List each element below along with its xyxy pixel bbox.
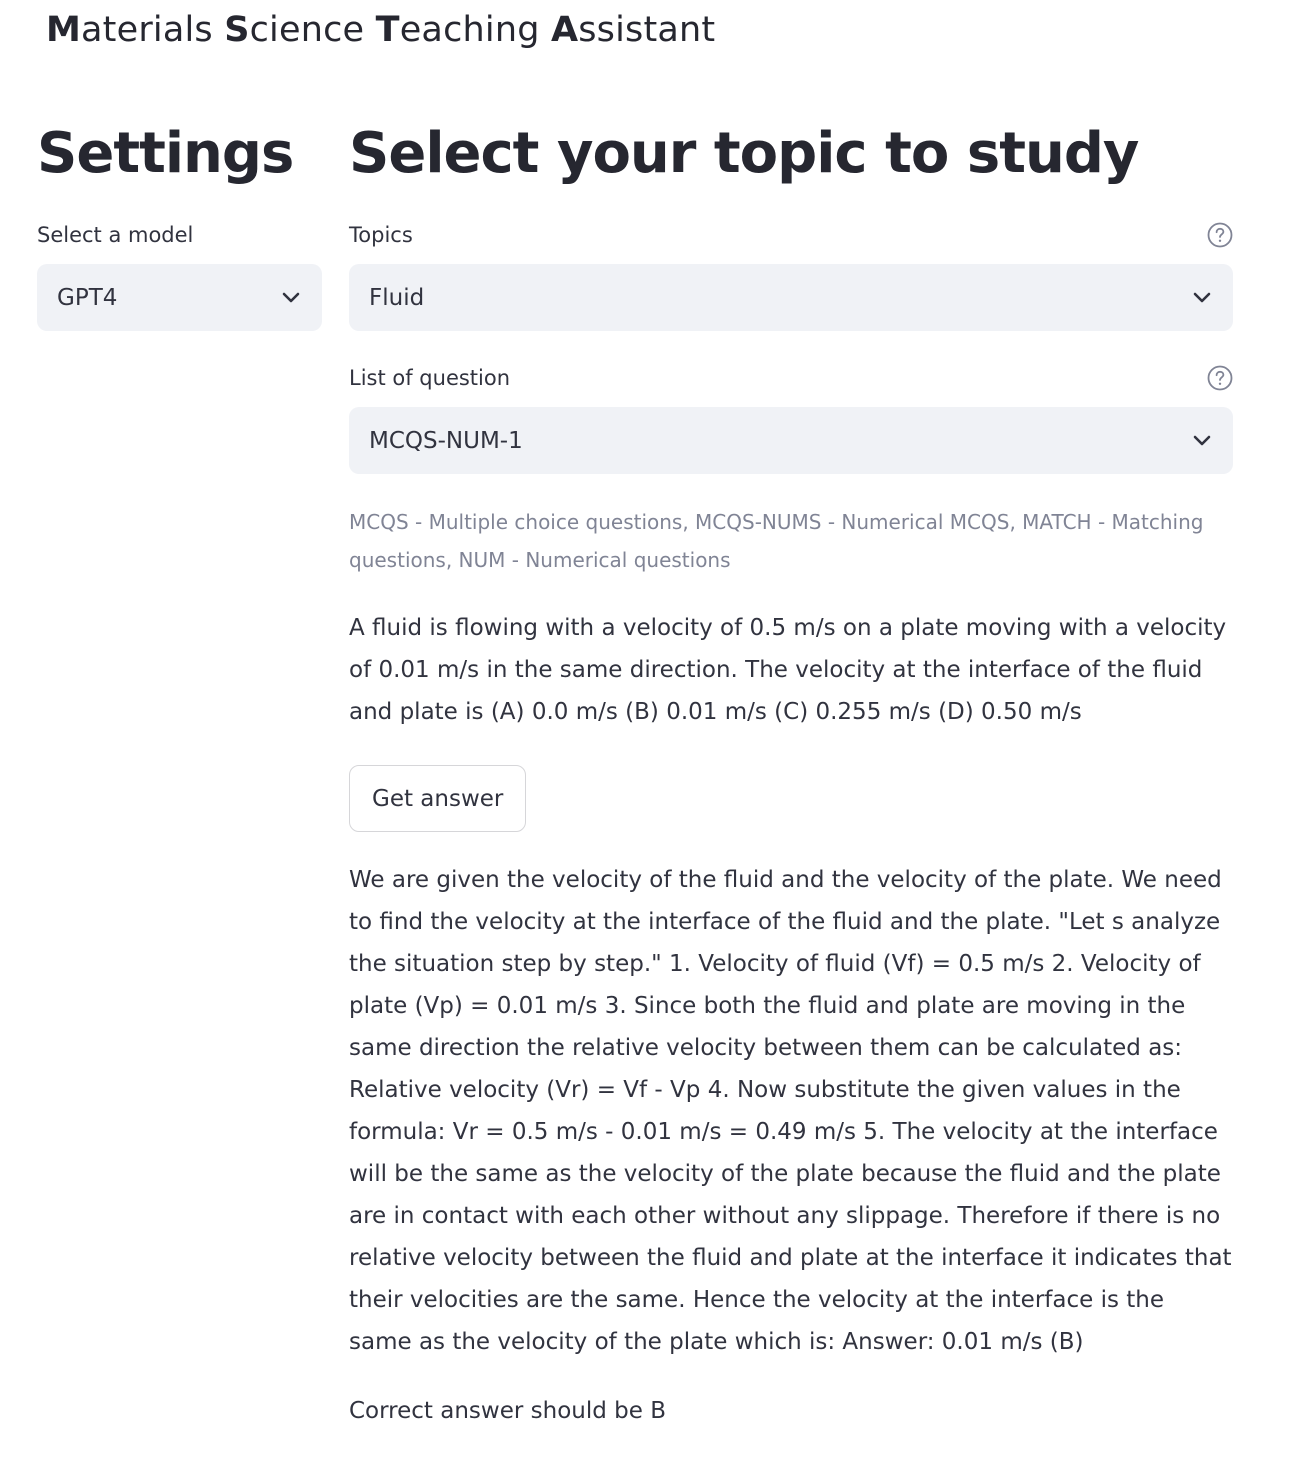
questions-label: List of question xyxy=(349,366,511,390)
chevron-down-icon[interactable] xyxy=(1191,430,1213,452)
chevron-down-icon[interactable] xyxy=(280,287,302,309)
topics-select-value: Fluid xyxy=(369,284,425,311)
questions-label-row xyxy=(349,363,1233,393)
app-title-letter: S xyxy=(224,10,250,50)
model-select-label: Select a model xyxy=(37,223,194,247)
question-type-caption: MCQS - Multiple choice questions, MCQS-NUMS - Numerical MCQS, MATCH - Matching questions, NUM - Numerical questions xyxy=(349,510,1204,572)
topics-select[interactable] xyxy=(349,264,1233,331)
page-title: Select your topic to study xyxy=(349,121,1139,186)
app-title-letter: A xyxy=(550,10,579,50)
app-title-letter: M xyxy=(46,10,82,50)
correct-answer-text: Correct answer should be B xyxy=(349,1398,666,1424)
question-text: A fluid is flowing with a velocity of 0.5 m/s on a plate moving with a velocity of 0.01 m/s in the same direction. The velocity at the interface of the fluid and plate is (A) 0.0 m/s (B) 0.01 m/s (C) 0.255 m/s (D) 0.50 m/s xyxy=(349,615,1227,725)
app-title xyxy=(46,10,715,50)
settings-heading: Settings xyxy=(37,121,294,186)
get-answer-button[interactable]: Get answer xyxy=(349,765,526,832)
app-title-word: aterials xyxy=(81,10,225,50)
help-circle-icon[interactable] xyxy=(1207,222,1233,248)
app-title-word: ssistant xyxy=(578,10,716,50)
questions-select-value: MCQS-NUM-1 xyxy=(369,427,523,454)
main-panel xyxy=(349,118,1233,1432)
settings-panel xyxy=(37,118,322,331)
app-title-word: cience xyxy=(249,10,376,50)
answer-text: We are given the velocity of the fluid and the velocity of the plate. We need to find the velocity at the interface of the fluid and the plate. "Let s analyze the situation step by step." 1. Velocity of fluid (Vf) = 0.5 m/s 2. Velocity of plate (Vp) = 0.01 m/s 3. Since both the fluid and plate are moving in the same direction the relative velocity between them can be calculated as: Relative velocity (Vr) = Vf - Vp 4. Now substitute the given values in the formula: Vr = 0.5 m/s - 0.01 m/s = 0.49 m/s 5. The velocity at the interface will be the same as the velocity of the plate because the fluid and the plate are in contact with each other without any slippage. Therefore if there is no relative velocity between the fluid and plate at the interface it indicates that their velocities are the same. Hence the velocity at the interface is the same as the velocity of the plate which is: Answer: 0.01 m/s (B) xyxy=(349,867,1232,1355)
topics-label: Topics xyxy=(349,223,413,247)
model-select[interactable] xyxy=(37,264,322,331)
chevron-down-icon[interactable] xyxy=(1191,287,1213,309)
app-title-word: eaching xyxy=(399,10,551,50)
help-circle-icon[interactable] xyxy=(1207,365,1233,391)
questions-select[interactable] xyxy=(349,407,1233,474)
app-title-letter: T xyxy=(375,10,400,50)
model-select-value: GPT4 xyxy=(57,284,118,311)
topics-label-row xyxy=(349,220,1233,250)
